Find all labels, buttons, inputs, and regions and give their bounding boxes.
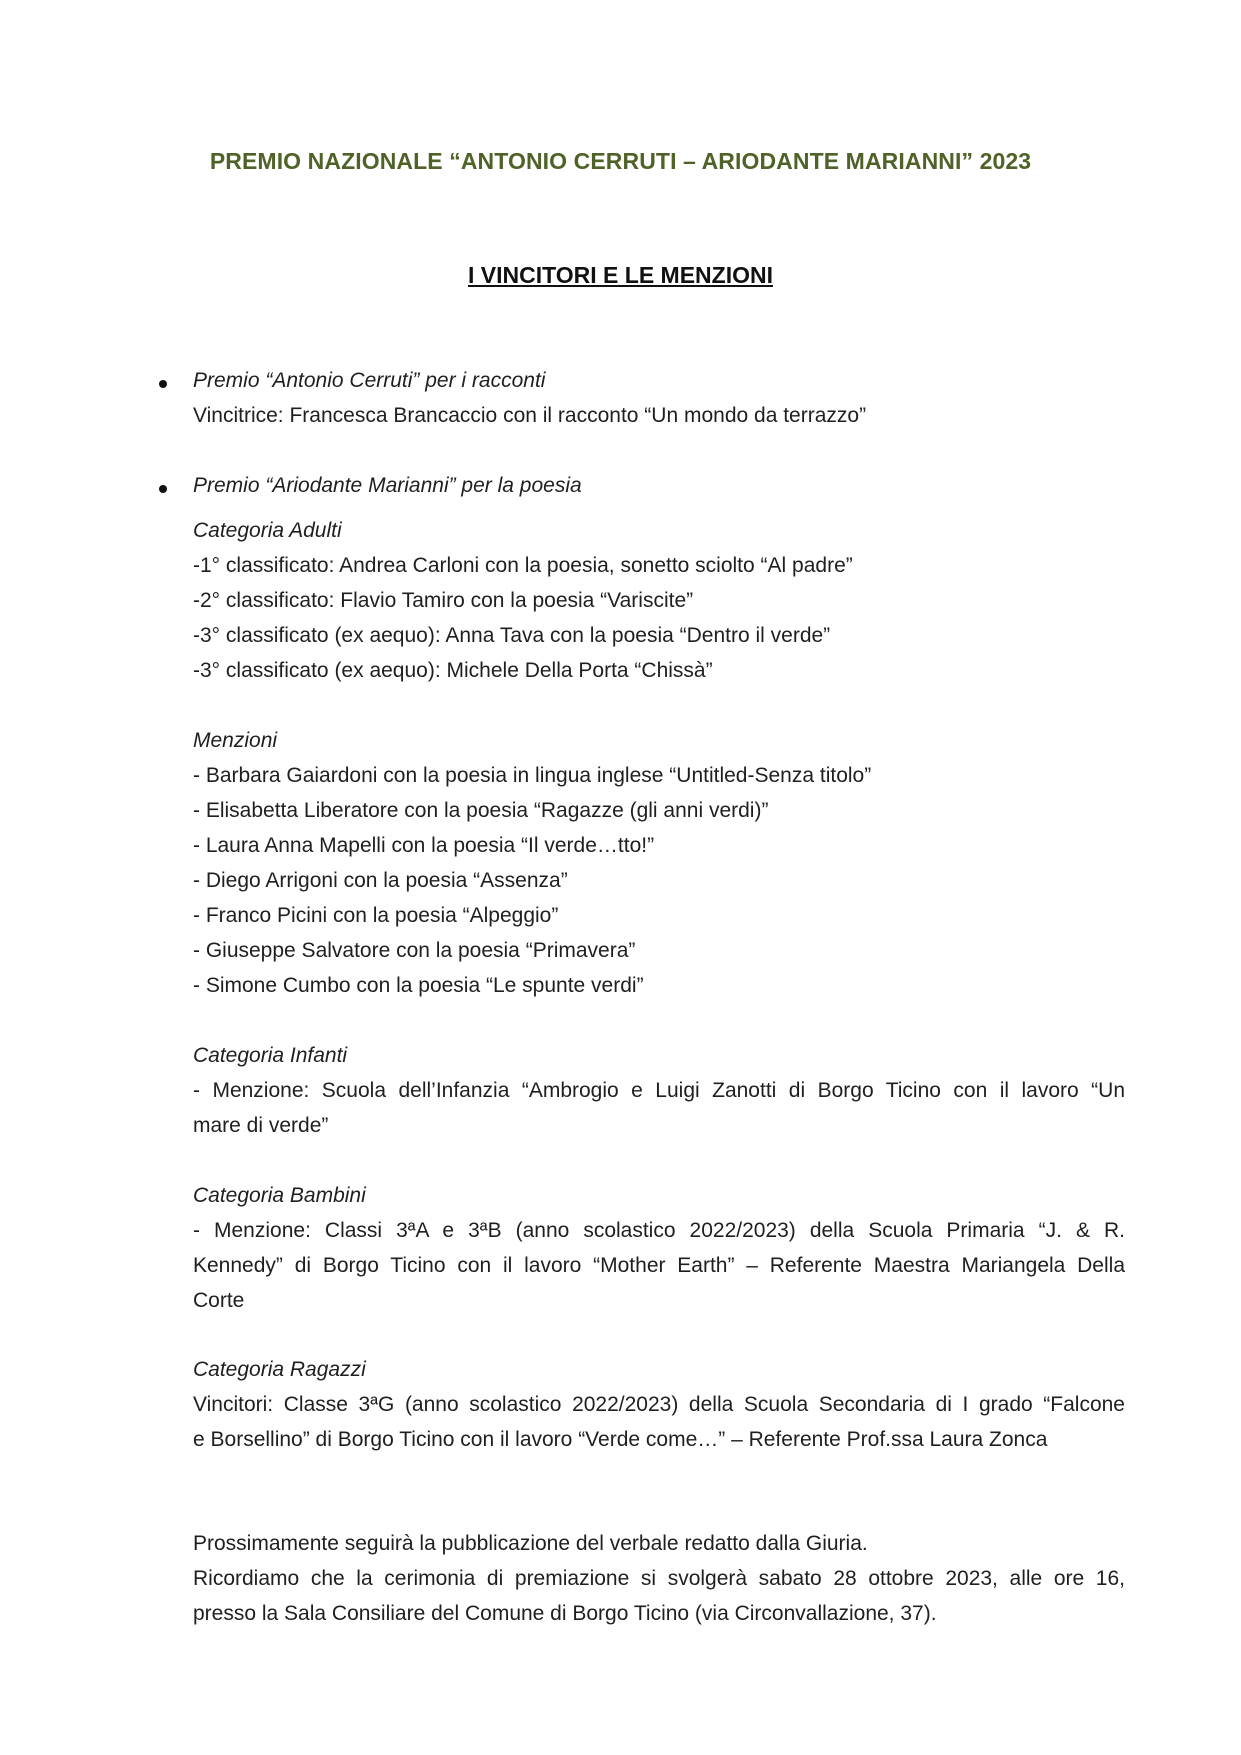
infanti-text: mare di verde”	[193, 1114, 329, 1137]
racconti-winner: Vincitrice: Francesca Brancaccio con il racconto “Un mondo da terrazzo”	[193, 404, 867, 427]
closing-line: Prossimamente seguirà la pubblicazione del verbale redatto dalla Giuria.	[193, 1532, 868, 1555]
adulti-place: -1° classificato: Andrea Carloni con la poesia, sonetto sciolto “Al padre”	[193, 554, 853, 577]
infanti-text: - Menzione: Scuola dell’Infanzia “Ambrogio e Luigi Zanotti di Borgo Ticino con il lavoro “Un	[193, 1079, 1125, 1102]
bullet-icon	[159, 485, 167, 493]
menzione-item: - Franco Picini con la poesia “Alpeggio”	[193, 904, 559, 927]
category-ragazzi	[193, 1352, 1125, 1457]
closing-notes	[193, 1526, 1125, 1631]
menzione-item: - Diego Arrigoni con la poesia “Assenza”	[193, 869, 568, 892]
category-infanti	[193, 1038, 1125, 1143]
document-title: PREMIO NAZIONALE “ANTONIO CERRUTI – ARIODANTE MARIANNI” 2023	[209, 148, 1032, 174]
ragazzi-text: e Borsellino” di Borgo Ticino con il lavoro “Verde come…” – Referente Prof.ssa Laura Zonca	[193, 1428, 1048, 1451]
bambini-text: - Menzione: Classi 3ªA e 3ªB (anno scolastico 2022/2023) della Scuola Primaria “J. & R.	[193, 1219, 1125, 1242]
infanti-heading: Categoria Infanti	[193, 1044, 348, 1067]
bambini-heading: Categoria Bambini	[193, 1184, 366, 1207]
menzioni-heading: Menzioni	[193, 729, 278, 752]
menzione-item: - Giuseppe Salvatore con la poesia “Primavera”	[193, 939, 636, 962]
ragazzi-heading: Categoria Ragazzi	[193, 1358, 366, 1381]
category-bambini	[193, 1178, 1125, 1318]
document-subtitle: I VINCITORI E LE MENZIONI	[468, 262, 773, 288]
adulti-place: -3° classificato (ex aequo): Michele Della Porta “Chissà”	[193, 659, 713, 682]
adulti-heading: Categoria Adulti	[193, 519, 342, 542]
section-poesia	[193, 468, 1125, 503]
bambini-text: Corte	[193, 1289, 245, 1312]
adulti-place: -2° classificato: Flavio Tamiro con la poesia “Variscite”	[193, 589, 694, 612]
menzione-item: - Barbara Gaiardoni con la poesia in lingua inglese “Untitled-Senza titolo”	[193, 764, 872, 787]
adulti-place: -3° classificato (ex aequo): Anna Tava con la poesia “Dentro il verde”	[193, 624, 831, 647]
menzioni-list	[193, 723, 1125, 1003]
ragazzi-text: Vincitori: Classe 3ªG (anno scolastico 2022/2023) della Scuola Secondaria di I grado “Falcone	[193, 1393, 1125, 1416]
closing-line: Ricordiamo che la cerimonia di premiazione si svolgerà sabato 28 ottobre 2023, alle ore 16,	[193, 1567, 1125, 1590]
bambini-text: Kennedy” di Borgo Ticino con il lavoro “Mother Earth” – Referente Maestra Mariangela Della	[193, 1254, 1125, 1277]
category-adulti	[193, 513, 1125, 688]
menzione-item: - Laura Anna Mapelli con la poesia “Il verde…tto!”	[193, 834, 655, 857]
racconti-heading: Premio “Antonio Cerruti” per i racconti	[193, 369, 546, 392]
poesia-heading: Premio “Ariodante Marianni” per la poesia	[193, 474, 582, 497]
menzione-item: - Elisabetta Liberatore con la poesia “Ragazze (gli anni verdi)”	[193, 799, 769, 822]
section-racconti	[193, 363, 1125, 433]
closing-line: presso la Sala Consiliare del Comune di Borgo Ticino (via Circonvallazione, 37).	[193, 1602, 937, 1625]
menzione-item: - Simone Cumbo con la poesia “Le spunte verdi”	[193, 974, 644, 997]
bullet-icon	[159, 380, 167, 388]
